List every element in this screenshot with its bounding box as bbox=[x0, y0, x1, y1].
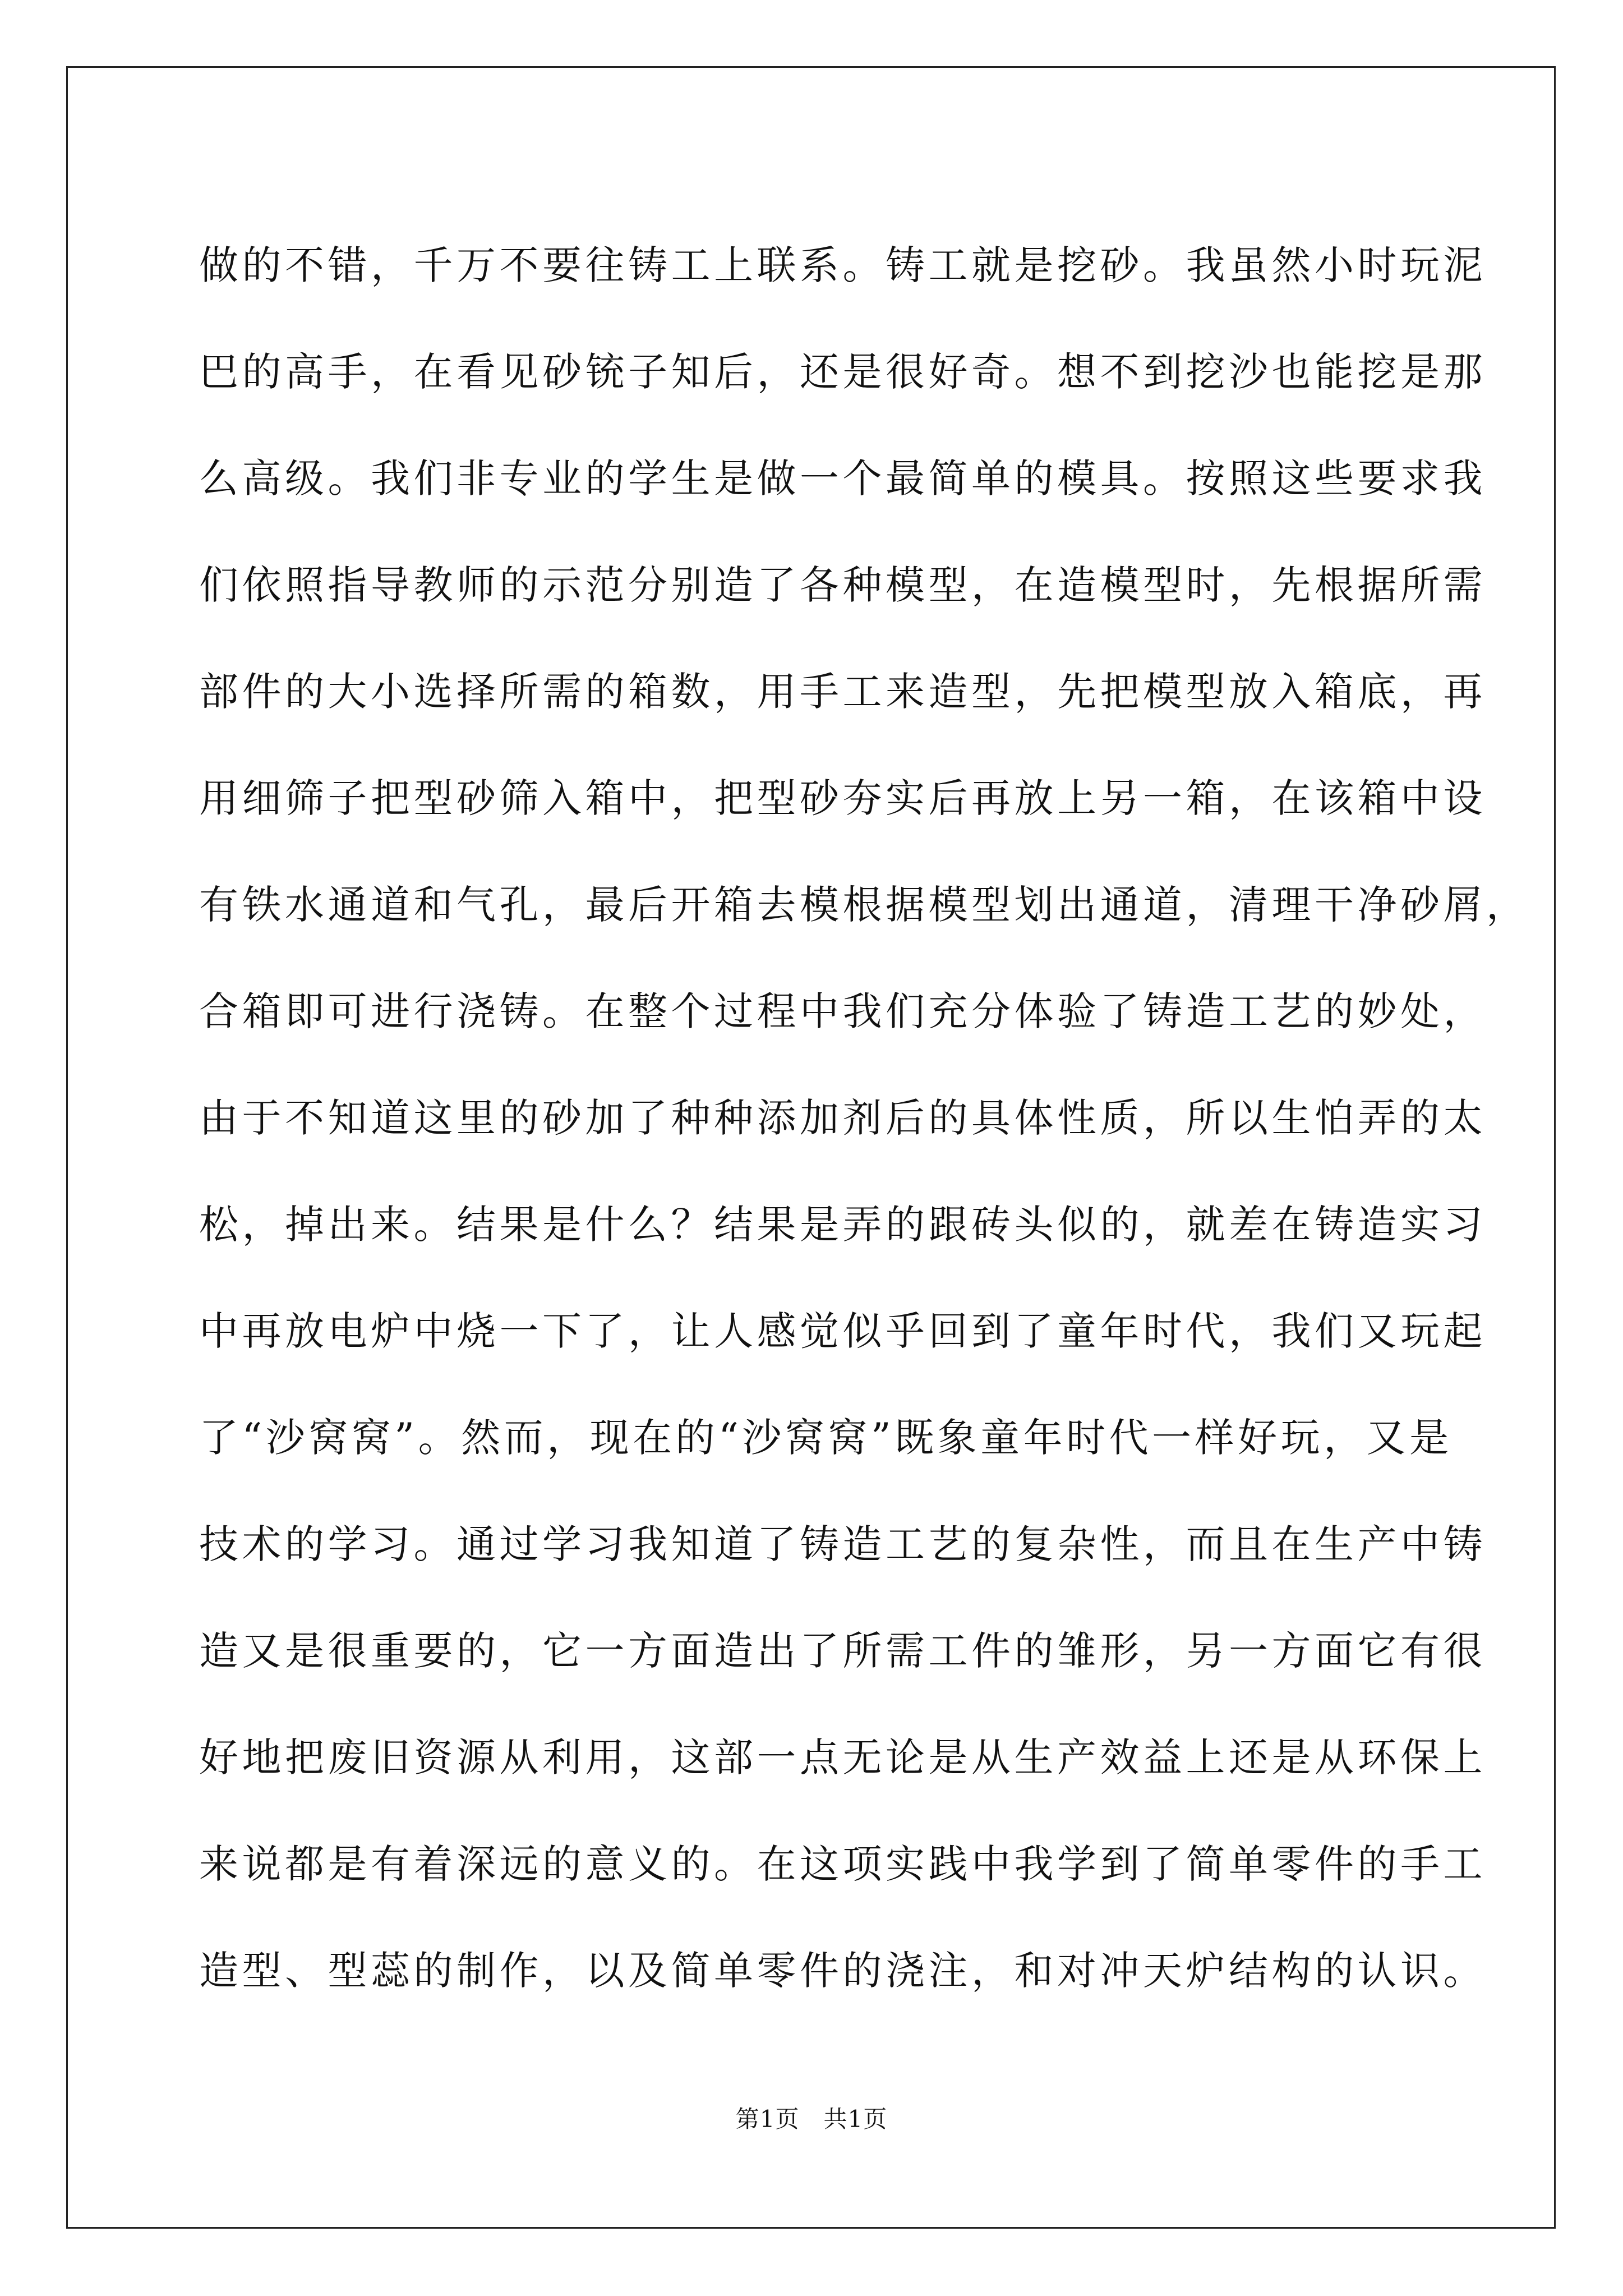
text-line: 技术的学习。通过学习我知道了铸造工艺的复杂性，而且在生产中铸 bbox=[199, 1521, 1486, 1567]
text-line: 做的不错，千万不要往铸工上联系。铸工就是挖砂。我虽然小时玩泥 bbox=[199, 242, 1486, 288]
text-line: 巴的高手，在看见砂铳子知后，还是很好奇。想不到挖沙也能挖是那 bbox=[199, 349, 1486, 395]
text-line: 用细筛子把型砂筛入箱中，把型砂夯实后再放上另一箱，在该箱中设 bbox=[199, 775, 1486, 821]
text-line: 部件的大小选择所需的箱数，用手工来造型，先把模型放入箱底，再 bbox=[199, 669, 1486, 715]
text-line: 么高级。我们非专业的学生是做一个最简单的模具。按照这些要求我 bbox=[199, 455, 1486, 501]
text-line: 造又是很重要的，它一方面造出了所需工件的雏形，另一方面它有很 bbox=[199, 1628, 1486, 1674]
document-body bbox=[199, 212, 1529, 2024]
text-line: 好地把废旧资源从利用，这部一点无论是从生产效益上还是从环保上 bbox=[199, 1734, 1486, 1780]
text-line: 来说都是有着深远的意义的。在这项实践中我学到了简单零件的手工 bbox=[199, 1841, 1486, 1887]
text-line: 造型、型蕊的制作，以及简单零件的浇注，和对冲天炉结构的认识。 bbox=[199, 1948, 1486, 1994]
text-line: 由于不知道这里的砂加了种种添加剂后的具体性质，所以生怕弄的太 bbox=[199, 1095, 1486, 1141]
text-line: 们依照指导教师的示范分别造了各种模型，在造模型时，先根据所需 bbox=[199, 562, 1486, 608]
text-line: 松，掉出来。结果是什么？结果是弄的跟砖头似的，就差在铸造实习 bbox=[199, 1202, 1486, 1248]
text-line: 中再放电炉中烧一下了，让人感觉似乎回到了童年时代，我们又玩起 bbox=[199, 1308, 1486, 1354]
text-line: 了“沙窝窝”。然而，现在的“沙窝窝”既象童年时代一样好玩，又是 bbox=[199, 1415, 1453, 1461]
text-line: 有铁水通道和气孔，最后开箱去模根据模型划出通道，清理干净砂屑， bbox=[199, 882, 1529, 928]
page-number: 第1页 共1页 bbox=[735, 2105, 888, 2133]
text-line: 合箱即可进行浇铸。在整个过程中我们充分体验了铸造工艺的妙处， bbox=[199, 988, 1486, 1034]
